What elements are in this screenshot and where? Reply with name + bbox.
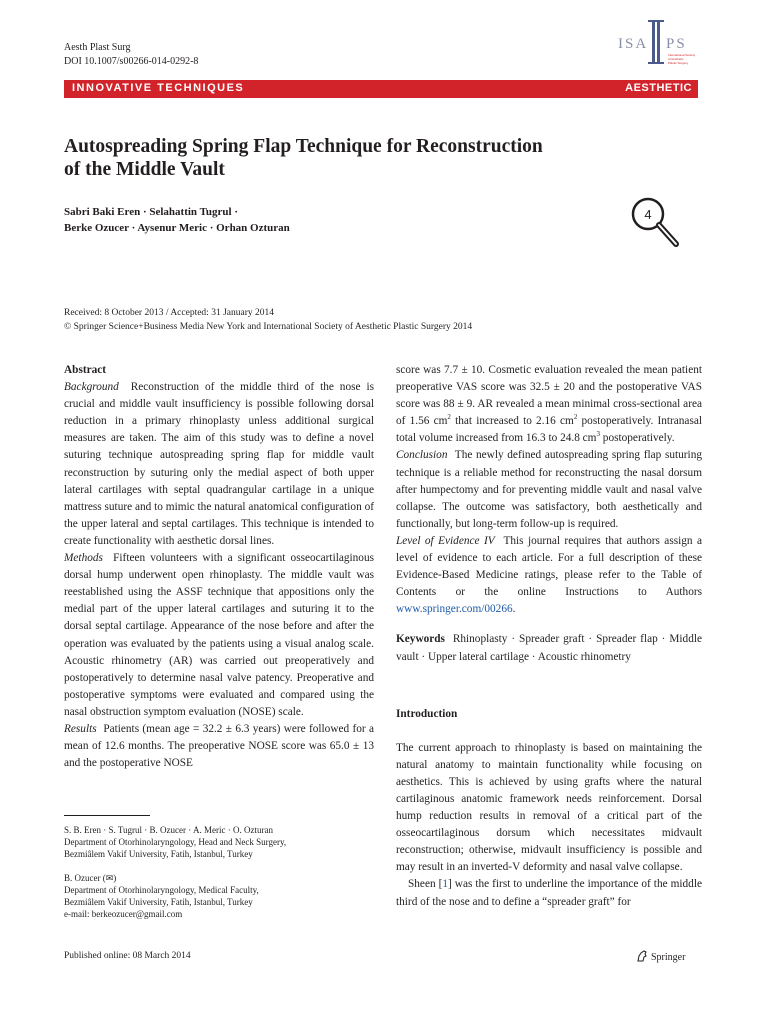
springer-horse-icon [636,950,648,962]
journal-name: Aesth Plast Surg [64,42,131,53]
keywords [396,631,702,665]
badge-number: 4 [644,207,652,222]
conclusion-label: Conclusion [396,449,448,462]
journal-header [64,41,198,69]
corresponding-address: Bezmiâlem Vakif University, Fatih, Istanbul, Turkey [64,897,253,908]
section-label: INNOVATIVE TECHNIQUES [72,82,245,94]
corresponding-dept: Department of Otorhinolaryngology, Medical Faculty, [64,884,259,895]
cme-magnifier-badge [624,194,684,254]
title-line-1: Autospreading Spring Flap Technique for Reconstruction [64,136,543,157]
springer-link[interactable]: www.springer.com/00266 [396,603,513,616]
magnifier-icon [624,194,684,254]
author-list [64,204,504,236]
level-label: Level of Evidence IV [396,534,495,547]
category-label: AESTHETIC [625,82,692,94]
left-column [64,362,374,772]
abstract-conclusion [396,447,702,532]
introduction-paragraph-2: Sheen [1] was the first to underline the importance of the middle third of the nose and to define a “spreader graft” for [396,878,702,908]
corresponding-author: B. Ozucer (✉) [64,872,117,883]
abstract-background [64,379,374,550]
publisher-mark [636,950,685,963]
svg-text:International Society: International Society [668,53,696,57]
authors-line-2: Berke Ozucer · Aysenur Meric · Orhan Ozturan [64,222,290,234]
introduction-paragraph-1: The current approach to rhinoplasty is based on maintaining the natural anatomy to maintain functionality while focusing on aesthetics. This is achieved by using grafts where the natural cartilaginous anatomic framework needs reinforcement. Dorsal hump reduction results in removal of a critical part of the osseocartilaginous dorsum which necessitates midvault reconstruction; otherwise, midvault insufficiency is possible and may result in an inverted-V deformity and nasal valve collapse. [396,741,702,874]
section-banner [64,80,698,98]
level-text: This journal requires that authors assign a level of evidence to each article. For a full description of these Evidence-Based Medicine ratings, please refer to the Table of Contents or the online Instructions to Authors [396,534,702,599]
abstract-methods [64,550,374,721]
doi: DOI 10.1007/s00266-014-0292-8 [64,56,199,67]
title-line-2: of the Middle Vault [64,159,225,180]
introduction-heading: Introduction [396,707,458,720]
abstract-heading: Abstract [64,364,107,376]
background-label: Background [64,381,119,394]
background-text: Reconstruction of the middle third of the nose is crucial and middle vault insufficiency is possible following dorsal reduction in a primary rhinoplasty unless additional surgical measures are taken. The aim of this study was to define a novel suturing technique autospreading spring flap for middle vault reconstruction by suturing only the medial aspect of both upper lateral cartilages with septal quadrangular cartilage in a unique mattress suture and to mimic the natural anatomical configuration of the upper lateral and septal cartilages. This technique is intended to create functionality with aesthetic dorsal lines. [64,381,374,547]
isaps-logo [618,18,700,68]
corresponding-email[interactable]: e-mail: berkeozucer@gmail.com [64,909,183,920]
article-dates [64,306,704,334]
affiliation-dept: Department of Otorhinolaryngology, Head and Neck Surgery, [64,837,287,848]
svg-text:ISA: ISA [618,36,649,52]
keywords-label: Keywords [396,633,445,646]
affiliations [64,824,374,931]
published-online: Published online: 08 March 2014 [64,951,191,961]
reference-link[interactable]: 1 [442,878,449,891]
article-title [64,135,624,181]
results-text: Patients (mean age = 32.2 ± 6.3 years) were followed for a mean of 12.6 months. The preoperative NOSE score was 65.0 ± 13 and the postoperative NOSE [64,722,374,770]
svg-text:of Aesthetic: of Aesthetic [668,57,684,61]
abstract-results [64,721,374,772]
affiliation-authors: S. B. Eren · S. Tugrul · B. Ozucer · A. Meric · O. Ozturan [64,825,273,835]
publisher-name: Springer [651,952,686,963]
conclusion-text: The newly defined autospreading spring flap suturing technique is a reliable method for reconstructing the nasal dorsum after humpectomy and for preventing middle vault and nasal valve collapse. The outcome was satisfactory, both aesthetically and functionally, but long-term follow-up is required. [396,449,702,530]
footnote-rule [64,815,150,816]
received-accepted: Received: 8 October 2013 / Accepted: 31 January 2014 [64,308,274,318]
affiliation-address: Bezmiâlem Vakif University, Fatih, Istanbul, Turkey [64,849,253,860]
methods-label: Methods [64,552,103,565]
level-of-evidence: Level of Evidence IV This journal requires that authors assign a level of evidence to each article. For a full description of these Evidence-Based Medicine ratings, please refer to the Table of Contents or the online Instructions to Authors www.springer.com/00266. [396,534,702,616]
copyright: © Springer Science+Business Media New York and International Society of Aesthetic Plastic Surgery 2014 [64,322,473,332]
methods-text: Fifteen volunteers with a significant osseocartilaginous dorsal hump underwent open rhinoplasty. The middle vault was reestablished using the ASSF technique that appositions only the medial part of the upper lateral cartilages and suturing it to the dorsal septal cartilage. Appearance of the nose before and after the operation was evaluated by the patients using a visual analog scale. Acoustic rhinometry (AR) was carried out preoperatively and postoperatively to determine nasal valve patency. Preoperative and postoperative symptoms were evaluated and compared using the nasal obstruction symptom evaluation (NOSE) scale. [64,552,374,718]
abstract-results-continued: score was 7.7 ± 10. Cosmetic evaluation revealed the mean patient preoperative VAS score was 32.5 ± 20 and the postoperative VAS score was 88 ± 9. AR revealed a mean minimal cross-sectional area of 1.56 $cm^2$ that increased to 2.16 $cm^2$ postoperatively. Intranasal total volume increased from 16.3 to 24.8 $cm^3$ postoperatively. [396,364,702,445]
affiliation-block-1 [64,824,374,861]
affiliation-block-2 [64,872,374,921]
svg-text:Plastic Surgery: Plastic Surgery [668,61,689,65]
svg-text:PS: PS [666,36,687,52]
authors-line-1: Sabri Baki Eren · Selahattin Tugrul · [64,206,239,218]
results-label: Results [64,722,97,735]
right-column [396,362,702,911]
keywords-text: Rhinoplasty · Spreader graft · Spreader flap · Middle vault · Upper lateral cartilage · Acoustic rhinometry [396,633,702,663]
